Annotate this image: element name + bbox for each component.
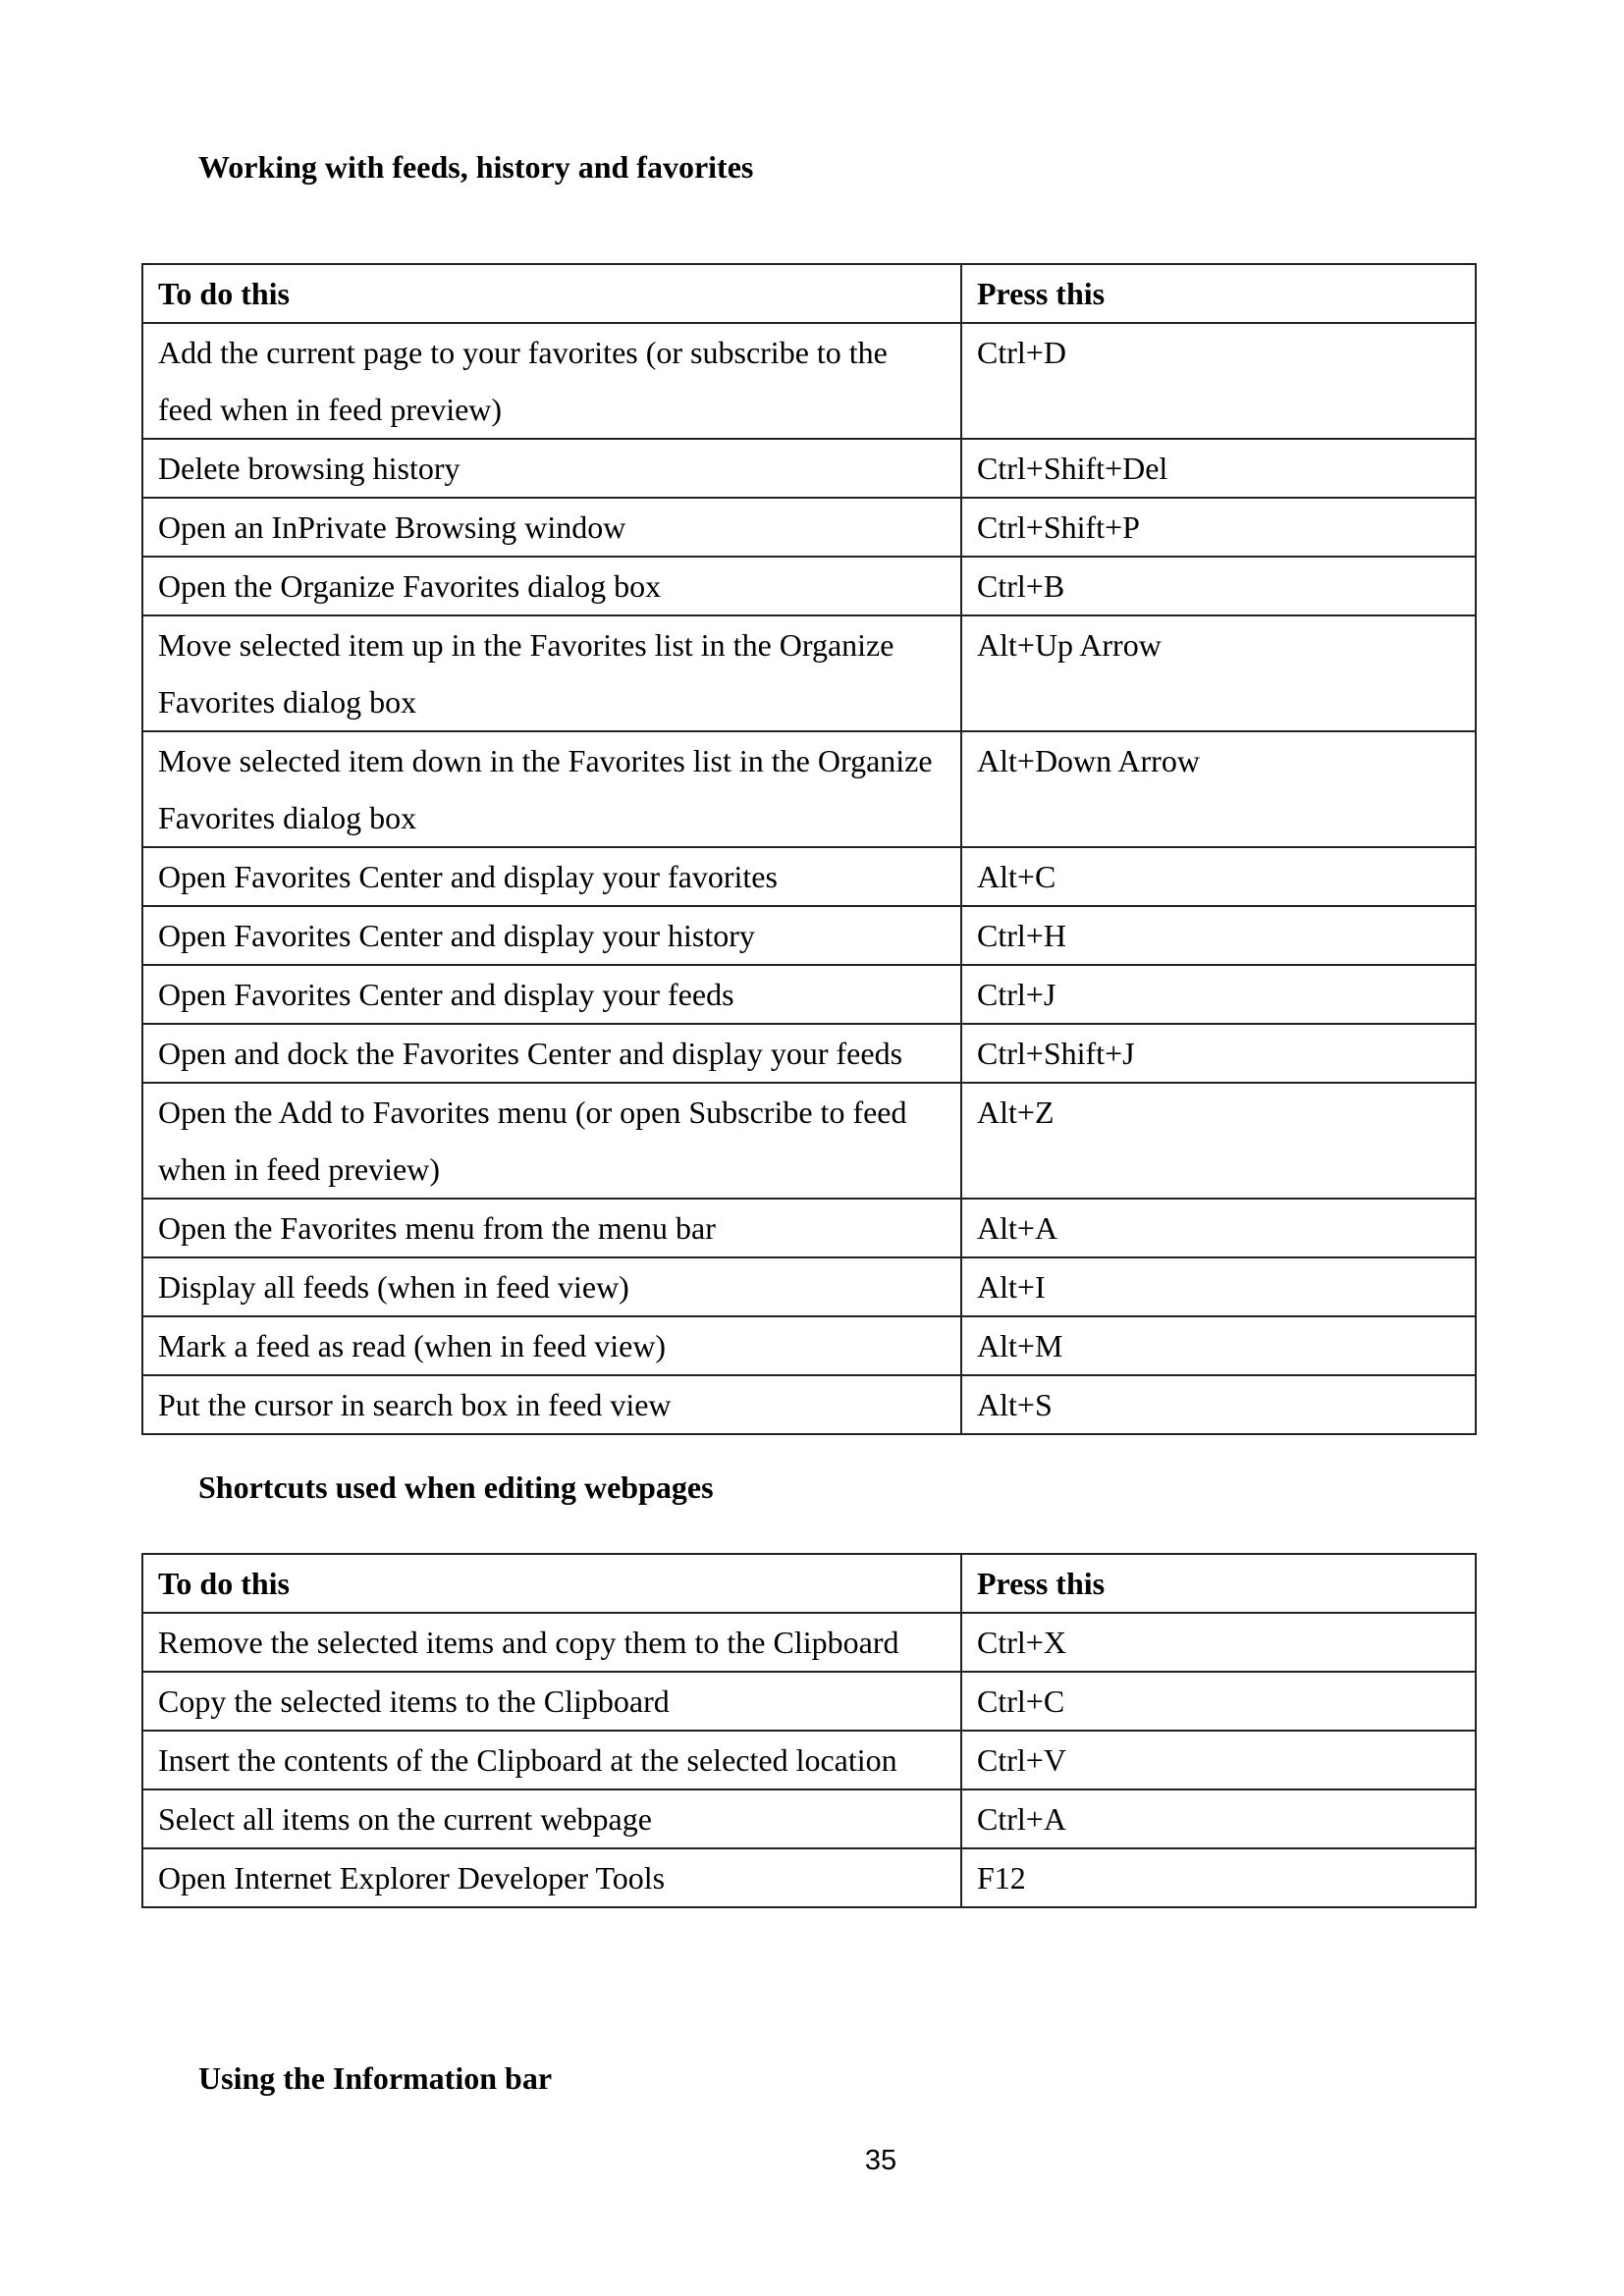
shortcut-cell: Alt+Down Arrow: [961, 731, 1476, 847]
shortcut-cell: Ctrl+D: [961, 323, 1476, 439]
shortcut-cell: Alt+S: [961, 1375, 1476, 1434]
shortcut-cell: Ctrl+Shift+J: [961, 1024, 1476, 1083]
shortcut-cell: Alt+Z: [961, 1083, 1476, 1199]
section-heading-editing-webpages: Shortcuts used when editing webpages: [198, 1469, 714, 1505]
shortcut-cell: Ctrl+Shift+Del: [961, 439, 1476, 498]
column-header-keys: Press this: [961, 1554, 1476, 1613]
shortcut-table-feeds-history-favorites: [141, 263, 1477, 1435]
shortcut-cell: Ctrl+A: [961, 1789, 1476, 1848]
shortcut-cell: Ctrl+V: [961, 1731, 1476, 1789]
action-cell: Open the Add to Favorites menu (or open Subscribe to feed when in feed preview): [142, 1083, 961, 1199]
table-row: [142, 1199, 1476, 1257]
section-heading-feeds-history-favorites: Working with feeds, history and favorites: [198, 149, 754, 185]
action-cell: Add the current page to your favorites (or subscribe to the feed when in feed preview): [142, 323, 961, 439]
action-cell: Open the Favorites menu from the menu bar: [142, 1199, 961, 1257]
column-header-keys: Press this: [961, 264, 1476, 323]
shortcut-cell: Ctrl+Shift+P: [961, 498, 1476, 557]
shortcut-cell: Ctrl+X: [961, 1613, 1476, 1672]
shortcut-cell: Alt+I: [961, 1257, 1476, 1316]
action-cell: Insert the contents of the Clipboard at the selected location: [142, 1731, 961, 1789]
action-cell: Open Internet Explorer Developer Tools: [142, 1848, 961, 1907]
table-row: [142, 1789, 1476, 1848]
table-header-row: [142, 1554, 1476, 1613]
shortcut-cell: Alt+Up Arrow: [961, 615, 1476, 731]
action-cell: Move selected item up in the Favorites list in the Organize Favorites dialog box: [142, 615, 961, 731]
action-cell: Open Favorites Center and display your favorites: [142, 847, 961, 906]
table-row: [142, 965, 1476, 1024]
table-row: [142, 1672, 1476, 1731]
table-row: [142, 323, 1476, 439]
column-header-action: To do this: [142, 1554, 961, 1613]
action-cell: Remove the selected items and copy them to the Clipboard: [142, 1613, 961, 1672]
table-row: [142, 1316, 1476, 1375]
shortcut-cell: Ctrl+J: [961, 965, 1476, 1024]
table-row: [142, 557, 1476, 615]
table-row: [142, 1731, 1476, 1789]
action-cell: Copy the selected items to the Clipboard: [142, 1672, 961, 1731]
section-heading-information-bar: Using the Information bar: [198, 2060, 553, 2096]
table-row: [142, 1257, 1476, 1316]
table-row: [142, 1848, 1476, 1907]
action-cell: Open the Organize Favorites dialog box: [142, 557, 961, 615]
shortcut-cell: Alt+A: [961, 1199, 1476, 1257]
column-header-action: To do this: [142, 264, 961, 323]
table-row: [142, 731, 1476, 847]
action-cell: Open an InPrivate Browsing window: [142, 498, 961, 557]
action-cell: Open Favorites Center and display your history: [142, 906, 961, 965]
action-cell: Move selected item down in the Favorites list in the Organize Favorites dialog box: [142, 731, 961, 847]
action-cell: Delete browsing history: [142, 439, 961, 498]
table-row: [142, 1024, 1476, 1083]
action-cell: Open Favorites Center and display your feeds: [142, 965, 961, 1024]
table-row: [142, 1375, 1476, 1434]
action-cell: Display all feeds (when in feed view): [142, 1257, 961, 1316]
shortcut-cell: Ctrl+H: [961, 906, 1476, 965]
action-cell: Open and dock the Favorites Center and display your feeds: [142, 1024, 961, 1083]
shortcut-cell: Ctrl+B: [961, 557, 1476, 615]
shortcut-cell: Ctrl+C: [961, 1672, 1476, 1731]
shortcut-cell: F12: [961, 1848, 1476, 1907]
shortcut-table-editing-webpages: [141, 1553, 1477, 1908]
table-row: [142, 1083, 1476, 1199]
action-cell: Mark a feed as read (when in feed view): [142, 1316, 961, 1375]
table-row: [142, 439, 1476, 498]
shortcut-cell: Alt+M: [961, 1316, 1476, 1375]
table-row: [142, 1613, 1476, 1672]
table-row: [142, 498, 1476, 557]
table-row: [142, 615, 1476, 731]
table-header-row: [142, 264, 1476, 323]
action-cell: Put the cursor in search box in feed view: [142, 1375, 961, 1434]
page-number: 35: [864, 2145, 897, 2176]
action-cell: Select all items on the current webpage: [142, 1789, 961, 1848]
table-row: [142, 906, 1476, 965]
table-row: [142, 847, 1476, 906]
shortcut-cell: Alt+C: [961, 847, 1476, 906]
